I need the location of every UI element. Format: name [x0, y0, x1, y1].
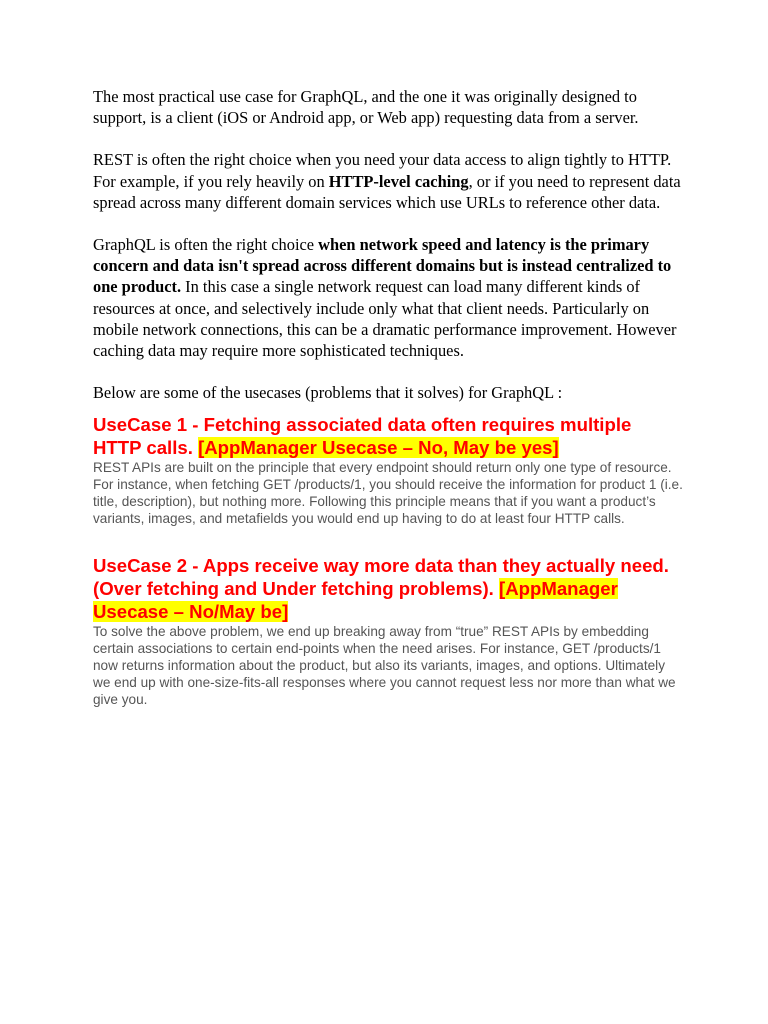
rest-paragraph-bold: HTTP-level caching [328, 171, 469, 191]
rest-paragraph [93, 149, 683, 213]
intro-paragraph: The most practical use case for GraphQL, and the one it was originally designed to support, is a client (iOS or Android app, or Web app) requesting data from a server. [93, 87, 639, 128]
usecase-1-title-text: UseCase 1 - Fetching associated data often requires multiple HTTP calls. [93, 414, 632, 459]
graphql-paragraph-bold: when network speed and latency is the primary concern and data isn't spread across different domains but is instead centralized to one product. [93, 235, 672, 297]
rest-paragraph-text-start: REST is often the right choice when you need your data access to align tightly to HTTP. For example, if you rely heavily on [93, 150, 672, 191]
graphql-paragraph-text-start: GraphQL is often the right choice [93, 235, 319, 255]
document-page [93, 86, 683, 708]
usecase-1-tag: [AppManager Usecase – No, May be yes] [198, 437, 559, 459]
rest-paragraph-text-end: , or if you need to represent data spread across many different domain services which use URLs to reference other data. [93, 171, 681, 212]
graphql-paragraph [93, 234, 683, 361]
usecase-2-title-text: UseCase 2 - Apps receive way more data than they actually need. (Over fetching and Under fetching problems). [93, 555, 669, 600]
usecase-2-body: To solve the above problem, we end up breaking away from “true” REST APIs by embedding certain associations to certain end-points when the need arises. For instance, GET /products/1 now returns information about the product, but also its variants, images, and options. Ultimately we end up with one-size-fits-all responses where you cannot request less nor more than what we give you. [93, 624, 676, 708]
usecase-2-title [93, 554, 683, 623]
usecases-intro: Below are some of the usecases (problems that it solves) for GraphQL : [93, 383, 563, 403]
graphql-paragraph-text-end: In this case a single network request can load many different kinds of resources at once, and selectively include only what that client needs. Particularly on mobile network connections, this can be a dramatic performance improvement. However caching data may require more sophisticated techniques. [93, 277, 677, 361]
usecase-2-tag: [AppManager Usecase – No/May be] [93, 578, 618, 623]
usecase-1-body: REST APIs are built on the principle that every endpoint should return only one type of resource. For instance, when fetching GET /products/1, you should receive the information for product 1 (i.e. title, description), but nothing more. Following this principle means that if you want a product’s variants, images, and metafields you would end up having to do at least four HTTP calls. [93, 460, 683, 527]
usecase-1-title [93, 413, 683, 459]
